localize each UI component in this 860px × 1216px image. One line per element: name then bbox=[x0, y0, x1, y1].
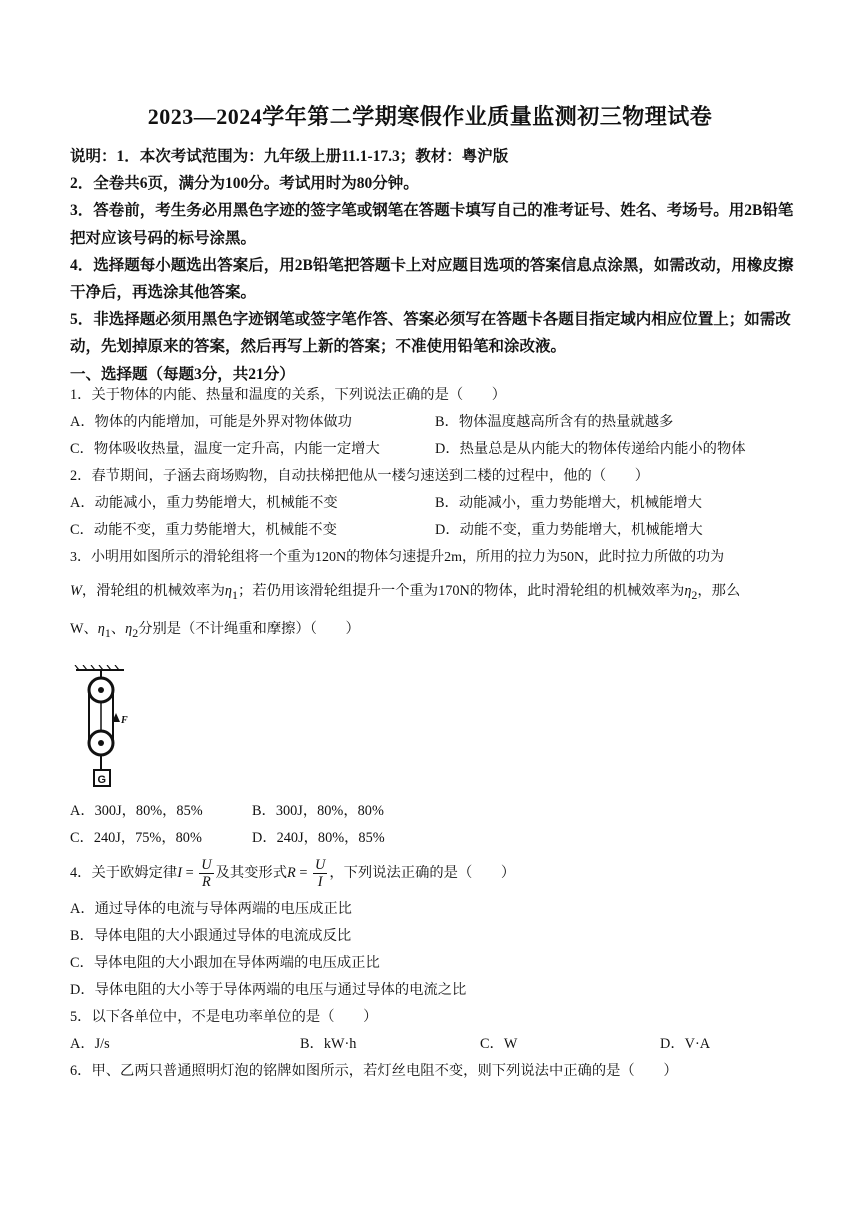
question-5 bbox=[70, 1004, 800, 1058]
option-b: B．物体温度越高所含有的热量就越多 bbox=[435, 414, 674, 430]
question-1-stem: 1．关于物体的内能、热量和温度的关系，下列说法正确的是（ ） bbox=[70, 387, 507, 403]
question-5-options bbox=[70, 1031, 800, 1058]
question-3-options-cd bbox=[70, 825, 800, 852]
question-1-options-ab bbox=[70, 409, 800, 436]
instruction-1: 说明：1．本次考试范围为：九年级上册11.1-17.3；教材：粤沪版 bbox=[70, 148, 509, 165]
weight-label: G bbox=[97, 774, 107, 786]
ohm-fraction-1: $\frac{U}{R}$ bbox=[201, 857, 212, 891]
question-6 bbox=[70, 1058, 800, 1085]
question-3-options-ab bbox=[70, 798, 800, 825]
question-3 bbox=[70, 545, 800, 648]
pulley-figure bbox=[70, 665, 130, 790]
option-c: C．W bbox=[480, 1036, 518, 1052]
question-4 bbox=[70, 850, 800, 1004]
option-d: D．动能不变，重力势能增大，机械能增大 bbox=[435, 522, 703, 538]
option-c: C．240J，75%，80% bbox=[70, 830, 202, 846]
instruction-5: 5．非选择题必须用黑色字迹钢笔或签字笔作答、答案必须写在答题卡各题目指定域内相应位置上；如需改动，先划掉原来的答案，然后再写上新的答案；不准使用铅笔和涂改液。 bbox=[70, 311, 791, 356]
question-3-stem-line-3: W、$\eta_1$、$\eta_2$分别是（不计绳重和摩擦）（ ） bbox=[70, 621, 360, 640]
option-c: C．物体吸收热量，温度一定升高，内能一定增大 bbox=[70, 441, 380, 457]
pulley-diagram bbox=[70, 665, 130, 790]
option-b: B．导体电阻的大小跟通过导体的电流成反比 bbox=[70, 928, 352, 944]
ohm-fraction-2: $\frac{U}{I}$ bbox=[314, 857, 326, 891]
instructions bbox=[70, 143, 800, 388]
exam-title: 2023—2024学年第二学期寒假作业质量监测初三物理试卷 bbox=[147, 104, 713, 129]
question-1-options-cd bbox=[70, 436, 800, 463]
option-d: D．V·A bbox=[660, 1036, 711, 1052]
question-6-stem: 6．甲、乙两只普通照明灯泡的铭牌如图所示，若灯丝电阻不变，则下列说法中正确的是（ ） bbox=[70, 1063, 678, 1079]
option-b: B．kW·h bbox=[300, 1036, 357, 1052]
option-c: C．动能不变，重力势能增大，机械能不变 bbox=[70, 522, 337, 538]
question-1 bbox=[70, 382, 800, 463]
option-b: B．300J，80%，80% bbox=[252, 803, 384, 819]
question-3-stem-line-2: W，滑轮组的机械效率为$\eta_1$；若仍用该滑轮组提升一个重为170N的物体，此时滑轮组的机械效率为$\eta_2$，那么 bbox=[70, 583, 741, 602]
option-d: D．导体电阻的大小等于导体两端的电压与通过导体的电流之比 bbox=[70, 982, 467, 998]
option-d: D．热量总是从内能大的物体传递给内能小的物体 bbox=[435, 441, 746, 457]
question-5-stem: 5．以下各单位中，不是电功率单位的是（ ） bbox=[70, 1009, 378, 1025]
instruction-4: 4．选择题每小题选出答案后，用2B铅笔把答题卡上对应题目选项的答案信息点涂黑，如需改动，用橡皮擦干净后，再选涂其他答案。 bbox=[70, 256, 794, 302]
option-d: D．240J，80%，85% bbox=[252, 830, 385, 846]
question-4-stem: 4．关于欧姆定律I = $\frac{U}{R}$ 及其变形式R = $\frac{U}{I}$ ，下列说法正确的是（ ） bbox=[70, 857, 516, 891]
question-3-options bbox=[70, 798, 800, 852]
option-c: C．导体电阻的大小跟加在导体两端的电压成正比 bbox=[70, 955, 380, 971]
option-a: A．物体的内能增加，可能是外界对物体做功 bbox=[70, 414, 352, 430]
option-a: A．动能减小，重力势能增大，机械能不变 bbox=[70, 495, 338, 511]
question-2 bbox=[70, 463, 800, 544]
option-b: B．动能减小，重力势能增大，机械能增大 bbox=[435, 495, 702, 511]
option-a: A．J/s bbox=[70, 1036, 110, 1052]
question-2-options-cd bbox=[70, 517, 800, 544]
instruction-2: 2．全卷共6页，满分为100分。考试用时为80分钟。 bbox=[70, 175, 419, 193]
section-heading: 一、选择题（每题3分，共21分） bbox=[70, 365, 295, 383]
option-a: A．300J，80%，85% bbox=[70, 803, 203, 819]
question-2-options-ab bbox=[70, 490, 800, 517]
question-3-stem-line-1: 3．小明用如图所示的滑轮组将一个重为120N的物体匀速提升2m，所用的拉力为50N，此时拉力所做的功为 bbox=[70, 550, 725, 565]
option-a: A．通过导体的电流与导体两端的电压成正比 bbox=[70, 901, 352, 917]
instruction-3: 3．答卷前，考生务必用黑色字迹的签字笔或钢笔在答题卡填写自己的准考证号、姓名、考场号。用2B铅笔把对应该号码的标号涂黑。 bbox=[70, 202, 794, 247]
force-label: F bbox=[121, 715, 128, 726]
question-2-stem: 2．春节期间，子涵去商场购物，自动扶梯把他从一楼匀速送到二楼的过程中，他的（ ） bbox=[70, 468, 650, 484]
